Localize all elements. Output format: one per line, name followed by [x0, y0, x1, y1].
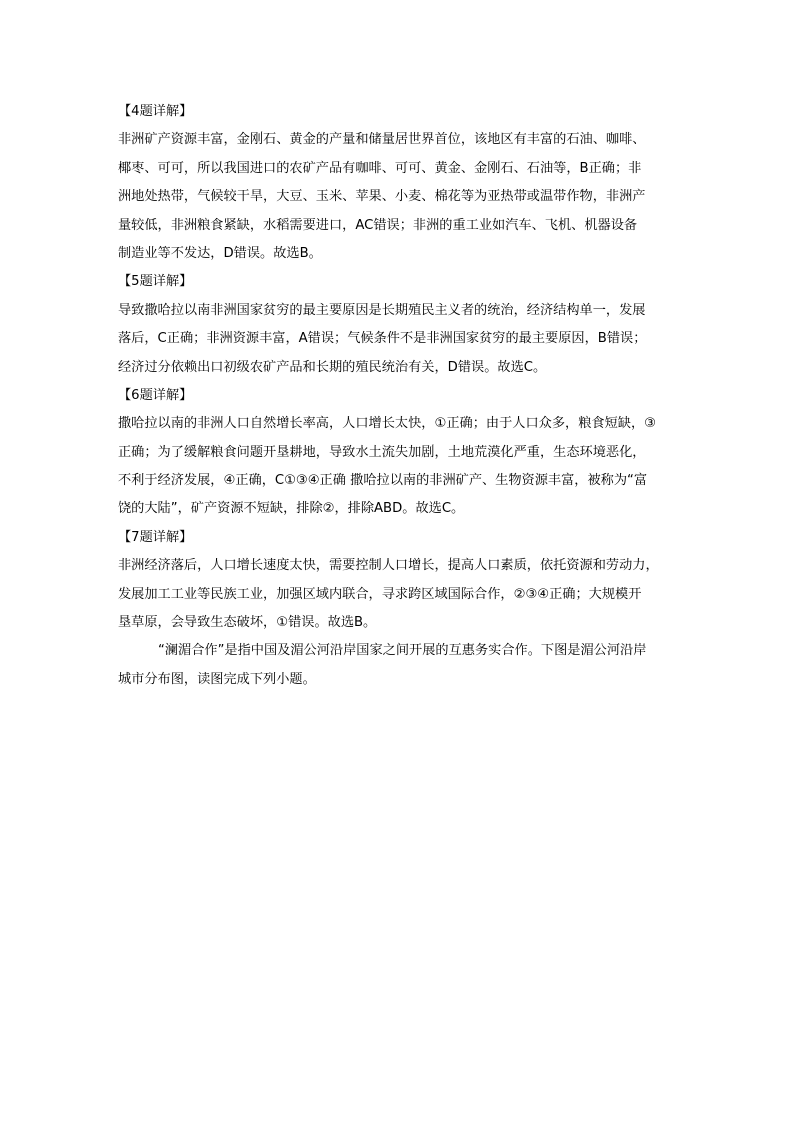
- section-heading: 【4题详解】: [118, 104, 193, 119]
- section-heading: 【5题详解】: [118, 274, 193, 290]
- section-q5: [118, 268, 698, 382]
- section-q6: [118, 382, 698, 524]
- document-page: [118, 98, 698, 694]
- text-line: 导致撒哈拉以南非洲国家贫穷的最主要原因是长期殖民主义者的统治，经济结构单一，发展: [118, 302, 646, 318]
- intro-paragraph: [118, 637, 698, 694]
- text-line: 非洲矿产资源丰富，金刚石、黄金的产量和储量居世界首位，该地区有丰富的石油、咖啡、: [118, 132, 646, 148]
- text-line: 正确；为了缓解粮食问题开垦耕地，导致水土流失加剧，土地荒漠化严重，生态环境恶化，: [118, 444, 646, 460]
- text-line: 量较低，非洲粮食紧缺，水稻需要进口，AC错误；非洲的重工业如汽车、飞机、机器设备: [118, 217, 638, 233]
- text-line: 非洲经济落后，人口增长速度太快，需要控制人口增长，提高人口素质，依托资源和劳动力，: [118, 558, 659, 574]
- text-line: 发展加工工业等民族工业，加强区域内联合，寻求跨区域国际合作，②③④正确；大规模开: [118, 586, 642, 602]
- text-line: 落后，C正确；非洲资源丰富，A错误；气候条件不是非洲国家贫穷的最主要原因，B错误；: [118, 331, 647, 347]
- text-line: 饶的大陆”，矿产资源不短缺，排除②，排除ABD。故选C。: [118, 501, 465, 517]
- text-line: 洲地处热带，气候较干旱，大豆、玉米、苹果、小麦、棉花等为亚热带或温带作物，非洲产: [118, 189, 646, 205]
- section-heading: 【6题详解】: [118, 387, 193, 403]
- section-heading: 【7题详解】: [118, 529, 193, 545]
- section-q7: [118, 524, 698, 638]
- text-line: 经济过分依赖出口初级农矿产品和长期的殖民统治有关，D错误。故选C。: [118, 359, 547, 375]
- section-q4: [118, 98, 698, 268]
- text-line: 撒哈拉以南的非洲人口自然增长率高，人口增长太快，①正确；由于人口众多，粮食短缺，③: [118, 416, 656, 432]
- text-line: 垦草原，会导致生态破坏，①错误。故选B。: [118, 615, 377, 631]
- text-line: 不利于经济发展，④正确，C①③④正确 撒哈拉以南的非洲矿产、生物资源丰富，被称为“富: [118, 473, 648, 489]
- text-line: “澜湄合作”是指中国及湄公河沿岸国家之间开展的互惠务实合作。下图是湄公河沿岸: [158, 643, 647, 659]
- text-line: 椰枣、可可，所以我国进口的农矿产品有咖啡、可可、黄金、金刚石、石油等，B正确；非: [118, 160, 642, 176]
- text-line: 制造业等不发达，D错误。故选B。: [118, 245, 322, 261]
- text-line: 城市分布图，读图完成下列小题。: [118, 671, 316, 687]
